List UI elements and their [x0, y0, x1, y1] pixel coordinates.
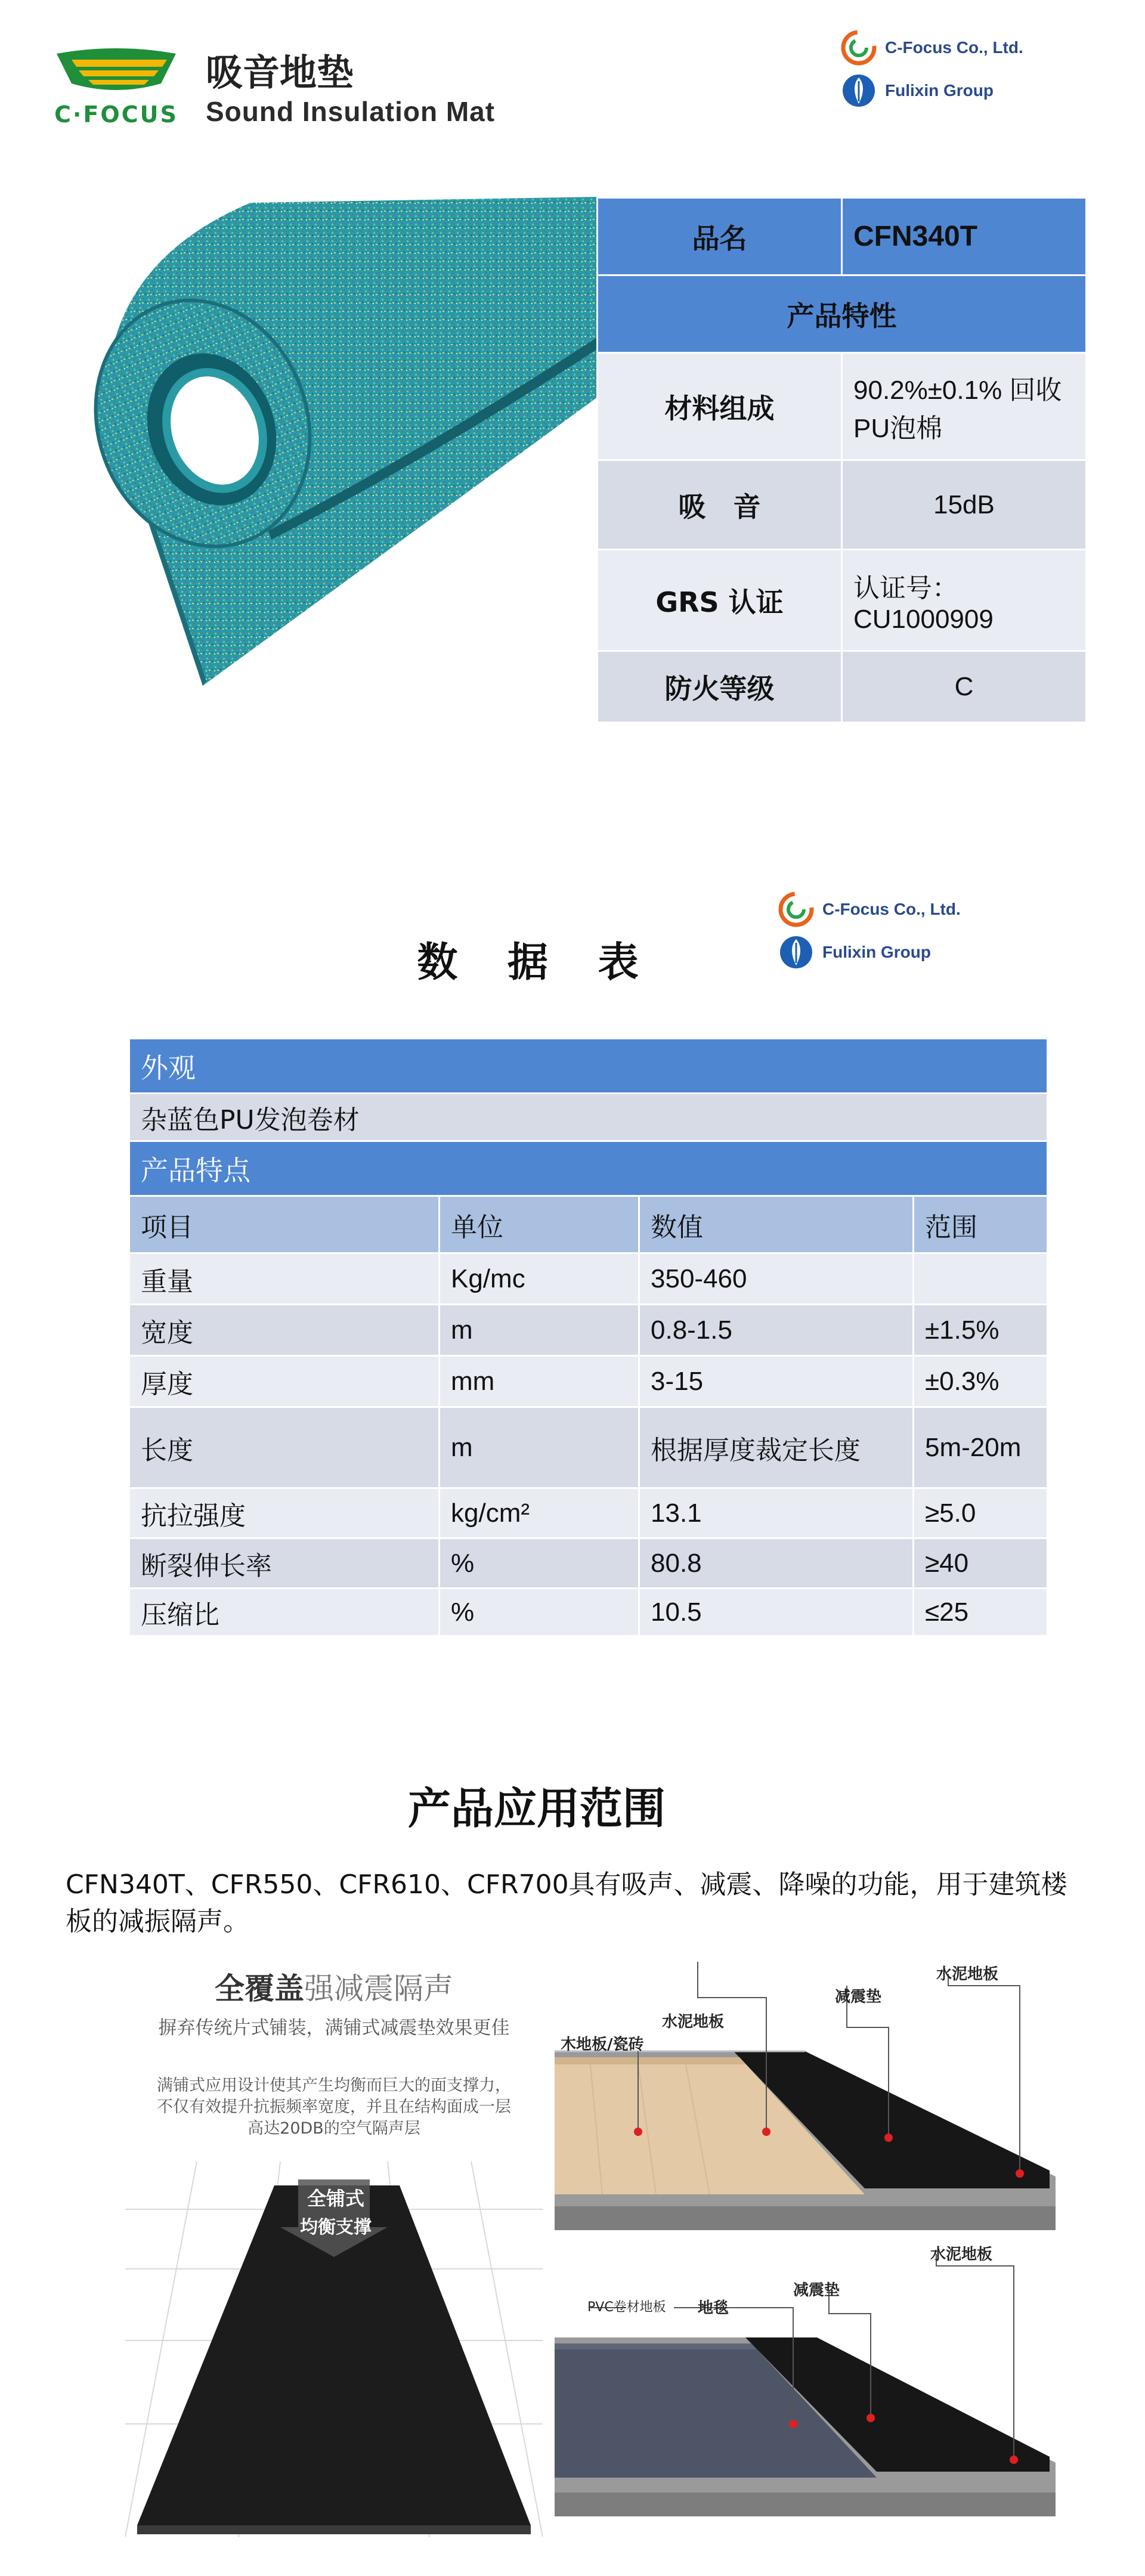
company-row-fulixin [778, 934, 961, 970]
promo-badge-line2: 均衡支撑 [300, 2217, 372, 2238]
promo-panel [125, 1965, 543, 2537]
spec-model-value: CFN340T [842, 198, 1087, 275]
ds-cell-range: ±1.5% [914, 1305, 1048, 1356]
table-row [129, 1538, 1048, 1589]
ds-appearance-header: 外观 [129, 1039, 1048, 1094]
ds-appearance-header-row [129, 1039, 1048, 1094]
company-row-cfocus [778, 891, 961, 927]
cfocus-logo [54, 42, 179, 128]
application-description: CFN340T、CFR550、CFR610、CFR700具有吸声、减震、降噪的功能，用于建筑楼板的减振隔声。 [66, 1869, 1067, 1937]
label-cement: 水泥地板 [930, 2246, 993, 2264]
spec-value: 15dB [842, 460, 1087, 550]
spec-value: 认证号：CU1000909 [842, 550, 1087, 651]
table-row [129, 1305, 1048, 1356]
floor-diagram-pvc [555, 2242, 1067, 2522]
ds-col-value: 数值 [639, 1196, 914, 1253]
ds-appearance-value-row [129, 1094, 1048, 1141]
spec-row-name [598, 198, 1087, 275]
ds-cell-value: 13.1 [639, 1488, 914, 1538]
ds-cell-range: 5m-20m [914, 1407, 1048, 1488]
label-cement-top: 水泥地板 [936, 1965, 999, 1983]
promo-headline-rest: 强减震隔声 [304, 1971, 453, 2006]
company-name-cfocus: C-Focus Co., Ltd. [822, 900, 961, 918]
table-row [129, 1488, 1048, 1538]
ds-col-unit: 单位 [440, 1196, 639, 1253]
cfocus-swirl-icon [778, 891, 814, 927]
label-mat: 减震垫 [793, 2281, 840, 2299]
company-name-fulixin: Fulixin Group [822, 943, 931, 961]
ds-col-range: 范围 [914, 1196, 1048, 1253]
company-name-fulixin: Fulixin Group [885, 81, 994, 100]
logo-text: C·FOCUS [54, 101, 178, 128]
brand-title-en: Sound Insulation Mat [206, 96, 496, 127]
label-wood: 木地板/瓷砖 [561, 2036, 644, 2054]
spec-row-section [598, 275, 1087, 353]
floor-diagram-wood [555, 1962, 1067, 2242]
company-logos-datasheet [778, 891, 961, 970]
table-row [129, 1407, 1048, 1488]
fulixin-leaf-icon [778, 934, 814, 970]
ds-appearance-value: 杂蓝色PU发泡卷材 [129, 1094, 1048, 1141]
ds-cell-value: 0.8-1.5 [639, 1305, 914, 1356]
label-pvc: PVC卷材地板 [587, 2300, 666, 2315]
brand-title-cn: 吸音地垫 [206, 51, 354, 94]
datasheet-title: 数 据 表 [417, 939, 657, 986]
ds-cell-unit: m [440, 1305, 639, 1356]
table-row [129, 1589, 1048, 1636]
ds-cell-unit: % [440, 1538, 639, 1589]
label-mat: 减震垫 [835, 1988, 882, 2006]
spec-value: C [842, 651, 1087, 723]
spec-row [598, 353, 1087, 460]
ds-cell-value: 80.8 [639, 1538, 914, 1589]
cfocus-swirl-icon [841, 30, 877, 66]
ds-cell-range: ≥5.0 [914, 1488, 1048, 1538]
company-logos [841, 30, 1023, 109]
promo-subtitle: 摒弃传统片式铺装，满铺式减震垫效果更佳 [158, 2017, 510, 2039]
spec-label: 吸 音 [598, 460, 842, 550]
company-row-cfocus [841, 30, 1023, 66]
ds-cell-range: ≤25 [914, 1589, 1048, 1636]
ds-cell-value: 350-460 [639, 1253, 914, 1305]
floor-section-wood-graphic [555, 1962, 1067, 2242]
promo-badge-line1: 全铺式 [307, 2187, 364, 2210]
ds-features-header: 产品特点 [129, 1141, 1048, 1196]
ds-cell-value: 3-15 [639, 1356, 914, 1407]
ds-column-header-row [129, 1196, 1048, 1253]
company-name-cfocus: C-Focus Co., Ltd. [885, 38, 1023, 57]
company-row-fulixin [841, 73, 1023, 109]
ds-col-item: 项目 [129, 1196, 440, 1253]
spec-row [598, 651, 1087, 723]
spec-label: GRS 认证 [598, 550, 842, 651]
promo-headline [125, 1965, 543, 2008]
ds-features-header-row [129, 1141, 1048, 1196]
ds-cell-value: 10.5 [639, 1589, 914, 1636]
cfocus-logo-icon [54, 42, 179, 101]
ds-cell-item: 重量 [129, 1253, 440, 1305]
table-row [129, 1253, 1048, 1305]
ds-cell-item: 断裂伸长率 [129, 1538, 440, 1589]
label-carpet: 地毯 [698, 2299, 729, 2317]
promo-body: 满铺式应用设计使其产生均衡而巨大的面支撑力，不仅有效提升抗振频率宽度，并且在结构面成一层高达20DB的空气隔声层 [157, 2076, 511, 2138]
ds-cell-unit: % [440, 1589, 639, 1636]
ds-cell-unit: Kg/mc [440, 1253, 639, 1305]
spec-row [598, 550, 1087, 651]
ds-cell-range: ±0.3% [914, 1356, 1048, 1407]
ds-cell-range [914, 1253, 1048, 1305]
ds-cell-unit: kg/cm² [440, 1488, 639, 1538]
ds-cell-value: 根据厚度裁定长度 [639, 1407, 914, 1488]
fulixin-leaf-icon [841, 73, 877, 109]
ds-cell-item: 厚度 [129, 1356, 440, 1407]
datasheet-table [128, 1038, 1048, 1637]
ds-cell-item: 宽度 [129, 1305, 440, 1356]
spec-label: 防火等级 [598, 651, 842, 723]
table-row [129, 1356, 1048, 1407]
ds-cell-item: 抗拉强度 [129, 1488, 440, 1538]
foam-roll-image [72, 197, 602, 686]
label-cement-mid: 水泥地板 [662, 2013, 725, 2031]
spec-row [598, 460, 1087, 550]
spec-value: 90.2%±0.1% 回收PU泡棉 [842, 353, 1087, 460]
promo-headline-bold: 全覆盖 [215, 1971, 304, 2006]
spec-name-label: 品名 [598, 198, 842, 275]
ds-cell-item: 长度 [129, 1407, 440, 1488]
ds-cell-unit: mm [440, 1356, 639, 1407]
spec-section-title: 产品特性 [598, 275, 1087, 353]
ds-cell-range: ≥40 [914, 1538, 1048, 1589]
spec-label: 材料组成 [598, 353, 842, 460]
ds-cell-unit: m [440, 1407, 639, 1488]
application-title: 产品应用范围 [407, 1784, 666, 1834]
product-spec-table [596, 197, 1087, 723]
ds-cell-item: 压缩比 [129, 1589, 440, 1636]
